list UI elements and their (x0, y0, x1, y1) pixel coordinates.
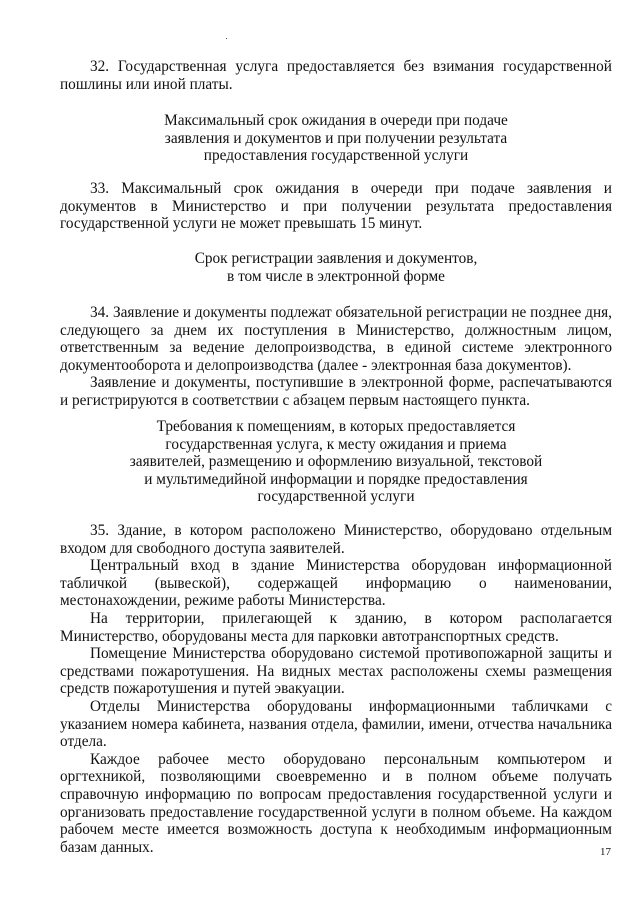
heading-line: в том числе в электронной форме (227, 267, 445, 285)
paragraph-35 (60, 522, 612, 856)
paragraph-33 (60, 180, 612, 233)
heading-waiting-time (60, 112, 612, 165)
paragraph-33-text: 33. Максимальный срок ожидания в очереди при подаче заявления и документов в Министерство и при получении результата предоставления государственной услуги не может превышать 15 минут. (60, 180, 612, 233)
paragraph-35-d: Помещение Министерства оборудовано системой противопожарной защиты и средствами пожаротушения. На видных местах расположены схемы размещения средств пожаротушения и путей эвакуации. (60, 645, 612, 698)
paragraph-34 (60, 304, 612, 410)
paragraph-35-f: Каждое рабочее место оборудовано персональным компьютером и оргтехникой, позволяющими своевременно и в полном объеме получать справочную информацию по вопросам предоставления государственной услуги и организовать предоставление государственной услуги в полном объеме. На каждом рабочем месте имеется возможность доступа к необходимым информационным базам данных. (60, 750, 612, 856)
heading-line: и мультимедийной информации и порядке предоставления (144, 470, 528, 488)
heading-line: Требования к помещениям, в которых предоставляется (156, 418, 516, 435)
paragraph-34-text: 34. Заявление и документы подлежат обязательной регистрации не позднее дня, следующего за днем их поступления в Министерство, должностным лицом, ответственным за ведение делопроизводства, в единой системе электронного документооборота и делопроизводства (далее - электронная база документов). (60, 304, 612, 374)
heading-premises (60, 418, 612, 506)
paragraph-35-c: На территории, прилегающей к зданию, в котором располагается Министерство, оборудованы места для парковки автотранспортных средств. (60, 609, 612, 645)
paragraph-32 (60, 58, 612, 93)
heading-line: предоставления государственной услуги (203, 147, 469, 165)
page-number: 17 (600, 846, 611, 858)
paragraph-35-b: Центральный вход в здание Министерства оборудован информационной табличкой (вывеской), содержащей информацию о наименовании, местонахождении, режиме работы Министерства. (60, 557, 612, 610)
paragraph-35-e: Отделы Министерства оборудованы информационными табличками с указанием номера кабинета, названия отдела, фамилии, имени, отчества начальника отдела. (60, 697, 612, 751)
heading-line: государственной услуги (257, 488, 415, 506)
heading-line: государственная услуга, к месту ожидания и приема (165, 435, 507, 453)
paragraph-32-text: 32. Государственная услуга предоставляется без взимания государственной пошлины или иной платы. (60, 58, 612, 93)
heading-line: заявления и документов и при получении результата (164, 129, 508, 147)
heading-line: Максимальный срок ожидания в очереди при подаче (164, 112, 508, 129)
paragraph-34-b: Заявление и документы, поступившие в электронной форме, распечатываются и регистрируются в соответствии с абзацем первым настоящего пункта. (60, 374, 612, 409)
heading-line: заявителей, размещению и оформлению визуальной, текстовой (129, 453, 543, 471)
heading-registration (60, 250, 612, 285)
paragraph-35-text: 35. Здание, в котором расположено Министерство, оборудовано отдельным входом для свободного доступа заявителей. (60, 522, 612, 557)
scan-speck (226, 38, 227, 39)
heading-line: Срок регистрации заявления и документов, (194, 250, 478, 267)
